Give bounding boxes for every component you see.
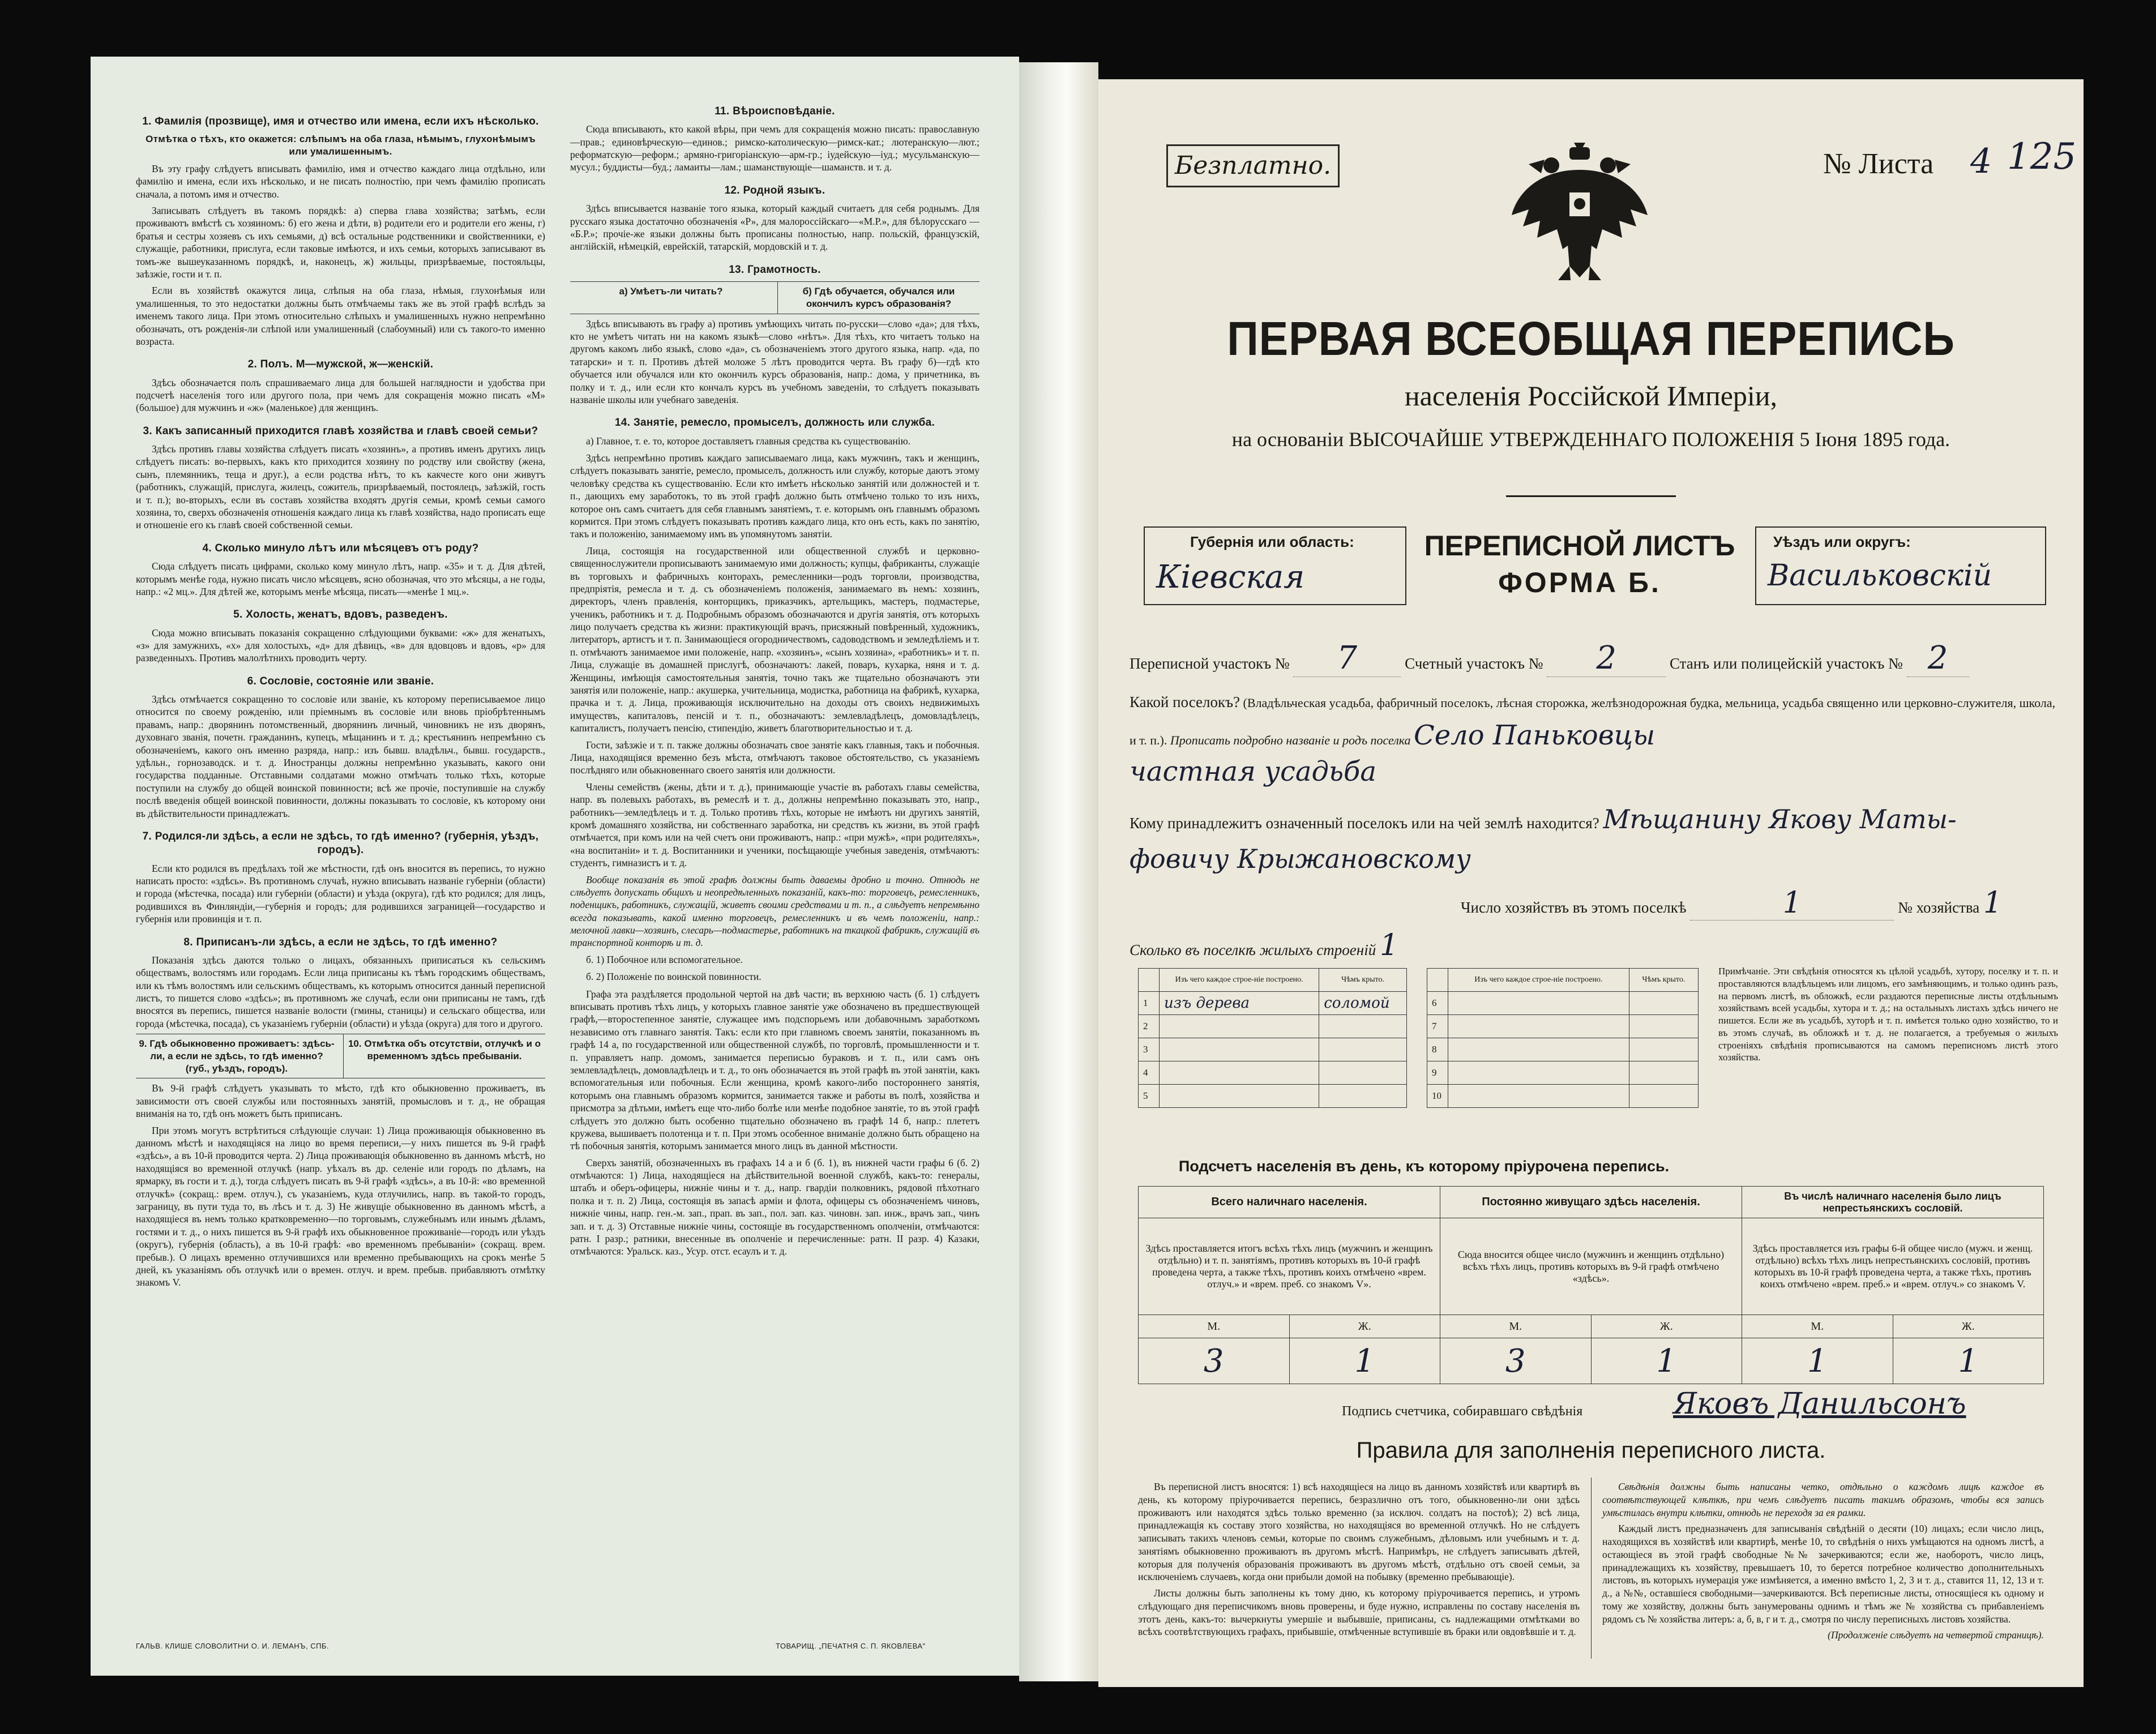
sheet-number-value: 4 <box>1970 142 1992 181</box>
section-7-title: 7. Родился-ли здѣсь, а если не здѣсь, то гдѣ именно? (губернія, уѣздъ, городъ). <box>142 830 539 857</box>
enumerator-signature-label: Подпись счетчика, собиравшаго свѣдѣнія <box>1342 1404 1583 1419</box>
building-number: 7 <box>1427 1015 1448 1038</box>
section-1-text: Если въ хозяйствѣ окажутся лица, слѣпыя на оба глаза, нѣмыя, глухонѣмыя или умалишенныя, то это недостатки должны быть отмѣчаемы такъ же въ этой графѣ вслѣдъ за именемъ такого лица. При этомъ относительно слѣпыхъ и умалишенныхъ нужно непремѣнно обозначать, отъ рожденія-ли слѣпой или умалишенный (слабоумный) или съ такого-то именно возраста. <box>136 285 545 347</box>
building-roof: соломой <box>1319 992 1407 1015</box>
section-11-text: Сюда вписывають, кто какой вѣры, при чемъ для сокращенія можно писать: православную—прав.; единовѣрческую—единов.; римско-католическую—римск-кат.; лютеранскую—лют.; реформатскую—реформ.; армяно-григоріанскую—арм-гр.; іудейскую—іуд.; мусульманскую—мусул.; буддисты—буд.; ламаиты—лам.; шаманствующіе—шаманств. и т. д. <box>570 123 979 173</box>
counting-district-value: 2 <box>1547 640 1666 677</box>
section-7-text: Если кто родился въ предѣлахъ той же мѣстности, гдѣ онъ вносится въ перепись, то нужно написать просто: «здѣсь». Въ противномъ случаѣ, нужно вписывать названіе губерніи (области) и города (мѣстечка, посада) или губерніи (области) и уѣзда (округа), гдѣ кто родился; для лицъ, родившихся въ Финляндіи,—губернія и городъ; для родившихся заграницей—государство и губернія или провинція и т. п. <box>136 862 545 925</box>
section-6-title: 6. Сословіе, состояніе или званіе. <box>247 675 434 687</box>
section-9-title: 9. Гдѣ обыкновенно проживаетъ: здѣсь-ли, а если не здѣсь, то гдѣ именно? (губ., уѣздъ, городъ). <box>139 1038 335 1074</box>
building-material: изъ дерева <box>1160 992 1319 1015</box>
building-roof <box>1319 1038 1407 1061</box>
section-4-title: 4. Сколько минуло лѣтъ или мѣсяцевъ отъ роду? <box>202 542 479 554</box>
owner-label: Кому принадлежитъ означенный поселокъ или на чей землѣ находится? <box>1130 815 1599 832</box>
section-14a: а) Главное, т. е. то, которое доставляетъ главныя средства къ существованію. <box>586 435 911 447</box>
building-roof <box>1319 1061 1407 1085</box>
census-list-title: ПЕРЕПИСНОЙ ЛИСТЪ <box>1424 530 1735 562</box>
building-number: 1 <box>1139 992 1160 1015</box>
page-subtitle: населенія Россійской Имперіи, <box>1404 380 1778 412</box>
uezd-box <box>1755 526 2046 605</box>
printer-imprint-right: ТОВАРИЩ. „ПЕЧАТНЯ С. П. ЯКОВЛЕВА" <box>776 1642 926 1650</box>
section-11-title: 11. Вѣроисповѣданіе. <box>715 105 835 117</box>
building-number: 10 <box>1427 1085 1448 1108</box>
section-14-title: 14. Занятіе, ремесло, промыселъ, должность или служба. <box>614 417 935 429</box>
population-count-title: Подсчетъ населенія въ день, къ которому пріурочена перепись. <box>1178 1158 1670 1175</box>
buildings-label: Сколько въ поселкѣ жилыхъ строеній <box>1130 941 1376 958</box>
section-13a: а) Умѣетъ-ли читать? <box>619 286 723 297</box>
counting-district-label: Счетный участокъ № <box>1405 655 1543 672</box>
sheet-number-label: № Листа <box>1823 148 1934 180</box>
building-material <box>1448 1038 1629 1061</box>
instructions-column-1 <box>136 105 545 1653</box>
building-number: 4 <box>1139 1061 1160 1085</box>
building-number: 3 <box>1139 1038 1160 1061</box>
material-header: Изъ чего каждое строе-ніе построено. <box>1160 969 1319 992</box>
free-label: Безплатно. <box>1174 151 1332 180</box>
households-row <box>1461 886 2002 920</box>
section-1-title: 1. Фамилія (прозвище), имя и отчество или имена, если ихъ нѣсколько. <box>142 115 539 127</box>
census-district-label: Переписной участокъ № <box>1130 655 1290 672</box>
uezd-label: Уѣздъ или округъ: <box>1773 533 1911 550</box>
buildings-rows-right <box>1427 992 1699 1108</box>
building-material <box>1448 992 1629 1015</box>
non-peasant-header: Въ числѣ наличнаго населенія было лицъ непрестьянскихъ сословій. <box>1742 1187 2044 1218</box>
building-material <box>1448 1085 1629 1108</box>
total-present-header: Всего наличнаго населенія. <box>1139 1187 1440 1218</box>
section-14b2: б. 2) Положеніе по воинской повинности. <box>586 971 762 983</box>
owner-value: Мѣщанину Якову Маты- <box>1603 804 1957 834</box>
section-9-text: При этомъ могутъ встрѣтиться слѣдующіе случаи: 1) Лица проживающія обыкновенно въ данномъ мѣстѣ и находящіяся на лицо во время переписи,—у нихъ пишется въ 9-й графѣ «здѣсь», а въ 10-й проводится черта. 2) Лица проживающія обыкновенно въ данномъ мѣстѣ, но находящіяся во временной отлучкѣ (напр. уѣхалъ въ др. селеніе или городъ по дѣламъ, на ярмарку, въ гости и т. д.), тогда слѣдуетъ писать въ 9-й графѣ «здѣсь», а въ 10-й: «во временной отлучкѣ» (сокращ.: врем. отлуч.), съ указаніемъ, куда отлучились, напр. въ такой-то городъ, заграницу, въ пути туда то, въ лѣсъ и т. д. 3) Не живущіе обыкновенно въ данномъ мѣстѣ, а находящіеся въ немъ только кратковременно—по торговымъ, служебнымъ или инымъ дѣламъ, гостями и т. д., о нихъ пишется въ 9-й графѣ ихъ обыкновенное проживаніе—городъ или уѣздъ (округъ), губернія (область), а въ 10-й графѣ: «во временномъ пребываніи» (сокращ. врем. пребыв.). О лицахъ временно отлучившихся или временно пребывающихъ на срокъ менѣе 5 дней, къ указаніямъ объ отлучкѣ или о времен. отлуч. и врем. пребыв. прибавляютъ отмѣтку знакомъ V. <box>136 1124 545 1288</box>
owner-value-2: фовичу Крыжановскому <box>1130 844 1471 874</box>
roof-header: Чѣмъ крыто. <box>1629 969 1698 992</box>
census-district-value: 7 <box>1293 640 1401 677</box>
building-material <box>1160 1085 1319 1108</box>
building-number: 2 <box>1139 1015 1160 1038</box>
right-page-census-form <box>1098 79 2084 1687</box>
rule-text: Свѣдѣнія должны быть написаны четко, отдѣльно о каждомъ лицѣ каждое въ соотвѣтствующей клѣткѣ, при чемъ слѣдуетъ писать такимъ образомъ, чтобы вся запись умѣстилась внутри клѣтки, отнюдь не переходя за ея рамки. <box>1602 1481 2044 1518</box>
female-header: Ж. <box>1289 1315 1440 1338</box>
section-13-subheaders <box>570 281 979 314</box>
male-header: М. <box>1742 1315 1893 1338</box>
rule-text: Листы должны быть заполнены къ тому дню, къ которому пріурочивается перепись, и утромъ слѣдующаго дня переписчикомъ вновь проверены, и буде нужно, исправлены по составу населенія въ этотъ день, какъ-то: вычеркнуты умершіе и выбывшіе, приписаны, съ надлежащими отмѣтками во всѣхъ соотвѣтствующихъ графахъ, прибывшіе, отмѣченные вступившіе въ браки или овдовѣвшіе и т. д. <box>1138 1587 1580 1638</box>
households-value: 1 <box>1690 886 1894 920</box>
count-cell: 1 <box>1742 1338 1893 1384</box>
buildings-row <box>1130 928 1398 962</box>
gubernia-box <box>1144 526 1406 605</box>
gubernia-label: Губернія или область: <box>1190 533 1354 550</box>
printer-imprint-left: ГАЛЬВ. КЛИШЕ СЛОВОЛИТНИ О. И. ЛЕМАНЪ, СПБ. <box>136 1642 330 1650</box>
uezd-value: Васильковскій <box>1768 559 1992 593</box>
instructions-column-2 <box>570 105 979 1653</box>
section-14-text: Сверхъ занятій, обозначенныхъ въ графахъ 14 а и б (б. 1), въ нижней части графы 6 (б. 2) отмѣчаются: 1) Лица, находящіеся на дѣйствительной военной службѣ, какъ-то: генералы, штабъ и оберъ-офицеры, нижніе чины и т. д., напр. гвардіи полковникъ, рядовой пѣхотнаго полка и т. п. 2) Лица, состоящія въ запасѣ арміи и флота, офицеры съ обозначеніемъ чиновъ, нижніе чины, напр. ген.-м. зап., прап. въ зап., пол. зап. каз. чиновн. зап. инж., врачъ зап., чинъ зап. и т. д. 3) Отставные нижніе чины, состоящіе въ государственномъ ополченіи, отмѣчаются: ратн. I разр.; ратники, внесенные въ ополченіе и перечисленные: ратн. II разр. 4) Казаки, отмѣчаются: Уральск. каз., Усур. отст. есаулъ и т. д. <box>570 1157 979 1257</box>
settlement-label: Какой поселокъ? <box>1130 693 1240 710</box>
gubernia-value: Кіевская <box>1156 559 1305 596</box>
building-row <box>1427 992 1699 1015</box>
building-number: 8 <box>1427 1038 1448 1061</box>
count-cell: 1 <box>1591 1338 1742 1384</box>
section-2-text: Здѣсь обозначается полъ спрашиваемаго лица для большей наглядности и удобства при подсчетѣ населенія того или другого пола, при чемъ для сокращенія можно писать «М» (большое) для мужчинъ и «ж» (маленькое) для женщинъ. <box>136 376 545 414</box>
section-3-text: Здѣсь противъ главы хозяйства слѣдуетъ писать «хозяинъ», а противъ именъ другихъ лицъ слѣдуетъ писать: во-первыхъ, какъ кто приходится хозяину по родству или свойству (жена, сынъ, племянникъ, теща и друг.), а если родства нѣтъ, то къ какчесте кого они живутъ (работникъ, служащій, прислуга, жилецъ, сожитель, призрѣваемый, постоялецъ, заѣзжій, гость и т. п.); во-вторыхъ, если въ составъ хозяйства входятъ другія семьи, кромѣ семьи самого хозяина, то, сверхъ обозначенія отношенія каждаго лица къ главѣ хозяйства, надо прописать еще и отношеніе его къ главѣ своей собственной семьи. <box>136 443 545 531</box>
building-row <box>1427 1015 1699 1038</box>
section-14-text: Здѣсь непремѣнно противъ каждаго записываемаго лица, какъ мужчинъ, такъ и женщинъ, слѣдуетъ показывать занятіе, ремесло, промыселъ, должность или службу, которые даютъ этому человѣку средства къ существованію. Если кто имѣетъ нѣсколько занятій или должностей и т. п., дающихъ ему заработокъ, то въ этой графѣ должно быть отмѣчено только то изъ нихъ, которое онъ самъ считаетъ для себя главнымъ занятіемъ, т. е. которымъ онъ главнымъ образомъ кормится. При этомъ слѣдуетъ показывать противъ каждаго лица, кто онъ есть, какъ по занятію, такъ и положенію, занимаемому имъ въ упомянутомъ занятіи. <box>570 452 979 540</box>
section-13b: б) Гдѣ обучается, обучался или окончилъ курсъ образованія? <box>777 282 979 314</box>
buildings-value: 1 <box>1379 928 1399 962</box>
settlement-row <box>1130 691 2058 756</box>
roof-header: Чѣмъ крыто. <box>1319 969 1407 992</box>
building-roof <box>1319 1015 1407 1038</box>
police-district-value: 2 <box>1907 640 1969 677</box>
section-4-text: Сюда слѣдуетъ писать цифрами, сколько кому минуло лѣтъ, напр. «35» и т. д. Для дѣтей, которымъ менѣе года, нужно писать число мѣсяцевъ, ясно обозначая, что это мѣсяцы, а не годы, напр.: «2 мц.». Для дѣтей же, которымъ менѣе мѣсяца, писать—«менѣе 1 мц.». <box>136 560 545 597</box>
building-row <box>1139 1038 1407 1061</box>
female-header: Ж. <box>1893 1315 2044 1338</box>
male-header: М. <box>1139 1315 1290 1338</box>
rules-title: Правила для заполненія переписного листа. <box>1356 1438 1826 1463</box>
building-row <box>1427 1061 1699 1085</box>
building-roof <box>1319 1085 1407 1108</box>
section-5-text: Сюда можно вписывать показанія сокращенно слѣдующими буквами: «ж» для женатыхъ, «з» для замужнихъ, «х» для холостыхъ, «д» для дѣвицъ, «в» для вдовцовъ и вдовъ, «р» для разведенныхъ. Противъ малолѣтнихъ проводить черту. <box>136 627 545 664</box>
rules-column-left <box>1138 1480 1580 1642</box>
section-14-text: Члены семействъ (жены, дѣти и т. д.), принимающіе участіе въ работахъ главы семейства, напр. въ полевыхъ работахъ, въ ремеслѣ и т. д., должны непремѣнно показывать это, напр., работникъ—земледѣлецъ и т. д. Только противъ тѣхъ, которые не имѣютъ ни другихъ занятій, кромѣ домашняго хозяйства, ни собственнаго заработка, ни средствъ къ жизни, въ этой графѣ отмѣчается, при комъ или на чей счетъ они проживаютъ, напр.: «при мужѣ», «при родителяхъ», «на воспитаніи» и т. д. Воспитанники и ученики, посѣщающіе учебныя заведенія, отмѣчаютъ: студентъ, гимназистъ и т. д. <box>570 781 979 869</box>
count-cell: 1 <box>1893 1338 2044 1384</box>
rules-column-right <box>1602 1480 2044 1645</box>
police-district-label: Станъ или полицейскій участокъ № <box>1669 655 1903 672</box>
section-13-text: Здѣсь вписывають въ графу а) противъ умѣющихъ читать по-русски—слово «да»; для тѣхъ, кто не умѣетъ читать ни на какомъ языкѣ—слово «нѣтъ». Для тѣхъ, кто читаетъ только на другомъ какомъ либо языкѣ, слово «да», съ обозначеніемъ этого другого языка, напр. «да, по татарски» и т. п. Противъ дѣтей моложе 5 лѣтъ проводится черта. Въ графу б)—гдѣ кто обучается или обучался или кто окончилъ курсъ образованія, напр.: дома, у причетника, въ полку и т. д., или если кто кончалъ курсъ въ учебномъ заведеніи, то слѣдуетъ показывать названіе школы или учебнаго заведенія. <box>570 318 979 405</box>
section-1-text: Въ эту графу слѣдуетъ вписывать фамилію, имя и отчество каждаго лица отдѣльно, или фамилію и имена, если ихъ нѣсколько, и не писать полностію, при чемъ фамилію прописать сначала, а потомъ имя и отчество. <box>136 162 545 200</box>
households-label: Число хозяйствъ въ этомъ поселкѣ <box>1461 899 1687 916</box>
male-header: М. <box>1440 1315 1592 1338</box>
section-1-text: Записывать слѣдуетъ въ такомъ порядкѣ: а) сперва глава хозяйства; затѣмъ, если проживаютъ вмѣстѣ съ хозяиномъ: б) его жена и дѣти, в) родители его и родители его жены, г) братья и сестры хозяевъ съ ихъ семьями, д) всѣ остальные родственники и свойственники, е) служащіе, работники, прислуга, если таковые имѣются, и ихъ семьи, которыхъ записывают въ томъ-же вышеуказанномъ порядкѣ, и, наконецъ, ж) жильцы, призрѣваемые, постояльцы, заѣзжіе, гости и т. п. <box>136 204 545 280</box>
building-row <box>1139 1061 1407 1085</box>
section-12-text: Здѣсь вписывается названіе того языка, который каждый считаетъ для себя роднымъ. Для русскаго языка достаточно обозначенія «Р», для малороссійскаго—«М.Р.», для бѣлорусскаго — «Б.Р.»; прочіе-же языки должны быть прописаны полностью, напр. польскій, французскій, англійскій, нѣмецкій, еврейскій, татарскій, мордовскій и т. д. <box>570 203 979 252</box>
total-present-desc: Здѣсь проставляется итогъ всѣхъ тѣхъ лицъ (мужчинъ и женщинъ отдѣльно) и т. п. занятіямъ, противъ которыхъ въ 10-й графѣ проведена черта, а также тѣхъ, противъ коихъ отмѣчено «врем. отлуч.» и «врем. преб. со знакомъ V». <box>1139 1218 1440 1315</box>
permanent-residents-header: Постоянно живущаго здѣсь населенія. <box>1440 1187 1742 1218</box>
household-number-label: № хозяйства <box>1898 899 1980 916</box>
section-14-text: Гости, заѣзжіе и т. п. также должны обозначать свое занятіе какъ главныя, такъ и побочныя. Лица, находящіяся временно безъ мѣста, отмѣчаютъ таковое обстоятельство, съ указаніемъ послѣдняго или обыкновеннаго своего занятія или должности. <box>570 739 979 776</box>
section-13-title: 13. Грамотность. <box>729 263 821 276</box>
section-14-text: Графа эта раздѣляется продольной чертой на двѣ части; въ верхнюю часть (б. 1) слѣдуетъ вписывать противъ тѣхъ лицъ, у которыхъ главное занятіе уже обозначено въ предшествующей графѣ,—второстепенное занятіе, служащее имъ подспорьемъ или добавочнымъ заработкомъ независимо отъ главнаго занятія. Такъ: если кто при главномъ своемъ занятіи, показанномъ въ графѣ 14 а, по государственной или общественной службѣ, по торговлѣ, промышленности и т. п. управляетъ напр. домомъ, занимается переписью бураковъ и т. п., или самъ онъ землевладѣлецъ, домовладѣлецъ и т. д., то онъ обозначается въ этой графѣ въ этой занятіи, какъ вспомогательныя или побочныя. Если женщина, кромѣ какого-либо постороннего занятія, которымъ она главнымъ образомъ кормится, занимается также и работы въ полѣ, хозяйства и присмотра за дѣтьми, имѣетъ еще что-либо болѣе или менѣе подобное занятіе, то въ этой графѣ слѣдуетъ это должно быть особенно тщательно обозначено въ графѣ 14 б, напр.: плететъ кружева, вышиваетъ полотенца и т. п. При этомъ особенное вниманіе должно быть обращено на тѣ побочныя занятія, которымъ занимается много лицъ въ данной мѣстности. <box>570 988 979 1152</box>
section-3-title: 3. Какъ записанный приходится главѣ хозяйства и главѣ своей семьи? <box>143 425 538 437</box>
rules-divider <box>1591 1478 1592 1659</box>
building-roof <box>1629 1061 1698 1085</box>
building-material <box>1160 1038 1319 1061</box>
building-material <box>1160 1015 1319 1038</box>
building-number: 9 <box>1427 1061 1448 1085</box>
building-number: 5 <box>1139 1085 1160 1108</box>
building-roof <box>1629 1085 1698 1108</box>
permanent-residents-desc: Сюда вносится общее число (мужчинъ и женщинъ отдѣльно) всѣхъ тѣхъ лицъ, противъ которыхъ въ 9-й графѣ отмѣчено «здѣсь». <box>1440 1218 1742 1315</box>
household-number-value: 1 <box>1983 886 2003 920</box>
buildings-table-right <box>1427 968 1699 1108</box>
owner-row <box>1130 804 1957 834</box>
section-9-text: Въ 9-й графѣ слѣдуетъ указывать то мѣсто, гдѣ кто обыкновенно проживаетъ, въ зависимости отъ своей службы или постоянныхъ занятій, промысловъ и т. д., не обращая вниманія на то, гдѣ онъ можетъ быть приписанъ. <box>136 1082 545 1120</box>
building-row <box>1427 1038 1699 1061</box>
building-row <box>1139 1015 1407 1038</box>
building-roof <box>1629 992 1698 1015</box>
districts-row <box>1130 640 1969 677</box>
section-8-text: Показанія здѣсь даются только о лицахъ, обязанныхъ приписаться къ сельскимъ обществамъ, волостямъ или городамъ. Если лица приписаны къ тѣмъ городскимъ обществамъ, или къ тѣмъ волостямъ или сельскимъ обществамъ, къ которымъ относится данный переписной листъ, то пишется слово «здѣсь»; въ противномъ же случаѣ, если они приписаны не тамъ, гдѣ вносятся въ перепись, пишется названіе волости (гмины, станицы) и сельскаго общества, или города (мѣстечка, посада), съ указаніемъ губерніи (области) и уѣзда (округа) для того и другого. <box>136 954 545 1029</box>
section-14-text: Лица, состоящія на государственной или общественной службѣ и церковно-священнослужители прописываютъ занимаемую ими должность; купцы, фабриканты, служащіе въ торговыхъ и фабричныхъ конторахъ, ремесленники—родъ торговли, производства, предпріятія, ремесла и т. д. съ обозначеніемъ положенія, занимаемаго въ немъ: хозяинъ, директоръ, членъ правленія, конторщикъ, приказчикъ, артельщикъ, мастеръ, подмастерье, ученикъ, работникъ и т. д. Подробнымъ образомъ обозначаются и другія занятія, отъ которыхъ лицо получаетъ средства къ жизни: практикующій врачъ, присяжный повѣренный, художникъ, литераторъ, артистъ и т. п. Занимающіеся огородничествомъ, садоводствомъ и земледѣліемъ и т. п. отмѣчаютъ занимаемое ими положеніе, напр. «хозяинъ», «сынъ хозяина», «работникъ» и т. п. Лица, служащіе въ домашней прислугѣ, обозначаютъ: лакей, поваръ, кухарка, няня и т. д. Женщины, имѣющія самостоятельныя занятія, точно такъ же тщательно обозначаютъ эти занятія или положеніе, напр.: акушерка, учительница, модистка, работница на фабрикѣ, кухарка, прачка и т. д. Лица, проживающія исключительно на доходы отъ своихъ недвижимыхъ имуществъ, капиталовъ, пенсій и т. п., обозначаютъ: землевладѣлецъ, домовладѣлецъ, капиталистъ, получаетъ пенсію, стипендію, живетъ благотворительностью и т. д. <box>570 545 979 734</box>
free-stamp <box>1166 144 1340 187</box>
population-count-table <box>1138 1186 2044 1384</box>
count-cell: 1 <box>1289 1338 1440 1384</box>
building-roof <box>1629 1015 1698 1038</box>
building-row <box>1139 992 1407 1015</box>
double-headed-eagle-icon <box>1506 130 1653 289</box>
form-label: ФОРМА Б. <box>1498 567 1661 598</box>
building-material <box>1160 1061 1319 1085</box>
settlement-value-2: частная усадьба <box>1130 756 1376 787</box>
female-header: Ж. <box>1591 1315 1742 1338</box>
building-row <box>1427 1085 1699 1108</box>
buildings-table-left <box>1138 968 1407 1108</box>
book-spine <box>1019 62 1098 1681</box>
sections-9-10-header <box>136 1034 545 1078</box>
material-header: Изъ чего каждое строе-ніе построено. <box>1448 969 1629 992</box>
enumerator-signature: Яковъ Данильсонъ <box>1673 1387 1966 1421</box>
archive-number: 125 <box>2007 136 2077 178</box>
building-material <box>1448 1061 1629 1085</box>
section-12-title: 12. Родной языкъ. <box>724 184 825 196</box>
section-6-text: Здѣсь отмѣчается сокращенно то сословіе или званіе, къ которому переписываемое лицо относится по своему рожденію, или пріемнымъ въ сословіе или вновь пріобрѣтеннымъ правамъ, напр.: дворянинъ потомственный, дворянинъ личный, чиновникъ не изъ дворянъ, духовнаго званія, почетн. гражданинъ, купецъ, мѣщанинъ и т. д.; крестьянинъ непремѣнно съ обозначеніемъ, какого онъ именно разряда, напр.: изъ бывш. владѣльч., бывш. государств., удѣльн., горнозаводск. и т. д. Иностранцы должны непремѣнно указывать, какого они государства подданные. Отставными солдатами можно отмѣчать только тѣхъ, которые поступили на службу до общей воинской повинности; всѣ же прочіе, поступившіе на службу послѣ введенія общей воинской повинности, должны показывать то сословіе, къ которому они въ дѣйствительности принадлежатъ. <box>136 693 545 819</box>
building-material <box>1448 1015 1629 1038</box>
building-number: 6 <box>1427 992 1448 1015</box>
count-cell: 3 <box>1139 1338 1290 1384</box>
buildings-note: Примѣчаніе. Эти свѣдѣнія относятся къ цѣлой усадьбѣ, хутору, поселку и т. п. и проставляются владѣльцемъ или лицомъ, его замѣняющимъ, и только одинъ разъ, на первомъ листѣ, въ обложкѣ, если раздаются переписные листы отдѣльнымъ хозяйствамъ всей усадьбы, хутора и т. д.; на остальныхъ листахъ здѣсь ничего не пишется. Если же въ усадьбѣ, хуторѣ и т. п. имѣется только одно хозяйство, то и въ этомъ случаѣ, въ обложкѣ и т. д. не полагается, а требуемыя о жилыхъ строеніяхъ свѣдѣнія прописываются на самомъ переписномъ листѣ этого хозяйства. <box>1718 966 2058 1063</box>
section-5-title: 5. Холость, женатъ, вдовъ, разведенъ. <box>233 609 448 621</box>
left-page-instructions <box>91 57 1019 1676</box>
continued-note: (Продолженіе слѣдуетъ на четвертой страницѣ). <box>1828 1629 2044 1641</box>
section-2-title: 2. Полъ. М—мужской, ж—женскій. <box>247 358 434 371</box>
section-1-note: Отмѣтка о тѣхъ, кто окажется: слѣпымъ на оба глаза, нѣмымъ, глухонѣмымъ или умалишеннымъ. <box>146 134 536 157</box>
count-cell: 3 <box>1440 1338 1592 1384</box>
section-10-title: 10. Отмѣтка объ отсутствіи, отлучкѣ и о временномъ здѣсь пребываніи. <box>343 1034 545 1078</box>
settlement-value: Село Паньковцы <box>1414 719 1656 751</box>
section-14-text: Вообще показанія въ этой графѣ должны быть даваемы дробно и точно. Отнюдь не слѣдуетъ допускать общихъ и неопредѣленныхъ показаній, какъ-то: торговецъ, ремесленникъ, поденщикъ, работникъ, служащій, живетъ своими средствами и т. п., а слѣдуетъ непремѣнно всегда показывать, какой именно торговецъ, ремесленникъ и въ чемъ положеніи, напр.: мелочной лавки—хозяинъ, слесарь—подмастерье, работникъ на ткацкой фабрикѣ, служащій въ транспортной конторѣ и т. д. <box>570 874 979 949</box>
legal-basis: на основаніи ВЫСОЧАЙШЕ УТВЕРЖДЕННАГО ПОЛОЖЕНІЯ 5 Іюня 1895 года. <box>1231 428 1950 451</box>
section-8-title: 8. Приписанъ-ли здѣсь, а если не здѣсь, то гдѣ именно? <box>183 936 498 948</box>
settlement-hint: (Владѣльческая усадьба, фабричный поселокъ, лѣсная сторожка, желѣзнодорожная будка, мельница, усадьба священно или церковно-служителя, школа, и т. п.). <box>1130 696 2056 747</box>
building-row <box>1139 1085 1407 1108</box>
non-peasant-desc: Здѣсь проставляется изъ графы 6-й общее число (мужч. и женщ. отдѣльно) всѣхъ тѣхъ лицъ непрестьянскихъ сословій, противъ которыхъ въ 10-й графѣ проведена черта, а также тѣхъ, противъ коихъ отмѣчено «врем. преб.» и «врем. отлуч.» со знакомъ V. <box>1742 1218 2044 1315</box>
buildings-rows-left <box>1139 992 1407 1108</box>
section-14b1: б. 1) Побочное или вспомогательное. <box>586 953 743 965</box>
settlement-hint-2: Прописать подробно названіе и родъ поселка <box>1170 733 1411 747</box>
rule-text: Каждый листъ предназначенъ для записыванія свѣдѣній о десяти (10) лицахъ; если число лицъ, находящихся въ хозяйствѣ или квартирѣ, менѣе 10, то свѣдѣнія о нихъ умѣщаются на одномъ листѣ, а остающіеся въ этой графѣ свободные №№ зачеркиваются; если же, наоборотъ, число лицъ, принадлежащихъ къ хозяйству, превышаетъ 10, то берется потребное количество дополнительныхъ листовъ, въ которыхъ нумерація уже измѣняется, а именно вмѣсто 1, 2, 3 и т. д., ставится 11, 12, 13 и т. д., а №№, оставшіеся свободными—зачеркиваются. Всѣ переписные листы, относящіеся къ одному и тому же хозяйству, должны быть занумерованы однимъ и тѣмъ же № хозяйства съ прибавленіемъ рядомъ съ № хозяйства литеръ: а, б, в, г и т. д., смотря по числу переписныхъ листовъ хозяйства. <box>1602 1523 2044 1625</box>
divider <box>1506 495 1676 497</box>
page-title: ПЕРВАЯ ВСЕОБЩАЯ ПЕРЕПИСЬ <box>1227 312 1955 365</box>
building-roof <box>1629 1038 1698 1061</box>
rule-text: Въ переписной листъ вносятся: 1) всѣ находящіеся на лицо въ данномъ хозяйствѣ или квартирѣ въ день, къ которому пріурочивается перепись, безразлично отъ того, обыкновенно-ли они здѣсь проживаютъ или находятся здѣсь только временно (за исключ. солдатъ на постоѣ); 2) всѣ лица, принадлежащія къ составу этого хозяйства, но находящіяся во временной отлучкѣ. Но не слѣдуетъ записывать такихъ членовъ семьи, которые по своимъ служебнымъ, дѣловымъ или учебнымъ и т. д. занятіямъ обыкновенно проживаютъ въ другомъ мѣстѣ. Напримѣръ, не слѣдуетъ записывать дѣтей, которыя для полученія образованія проживаютъ въ другомъ мѣстѣ, отдѣльно отъ своей семьи, за исключеніемъ случаевъ, когда они прибыли домой на побывку (временно пребывающіе). <box>1138 1481 1580 1583</box>
